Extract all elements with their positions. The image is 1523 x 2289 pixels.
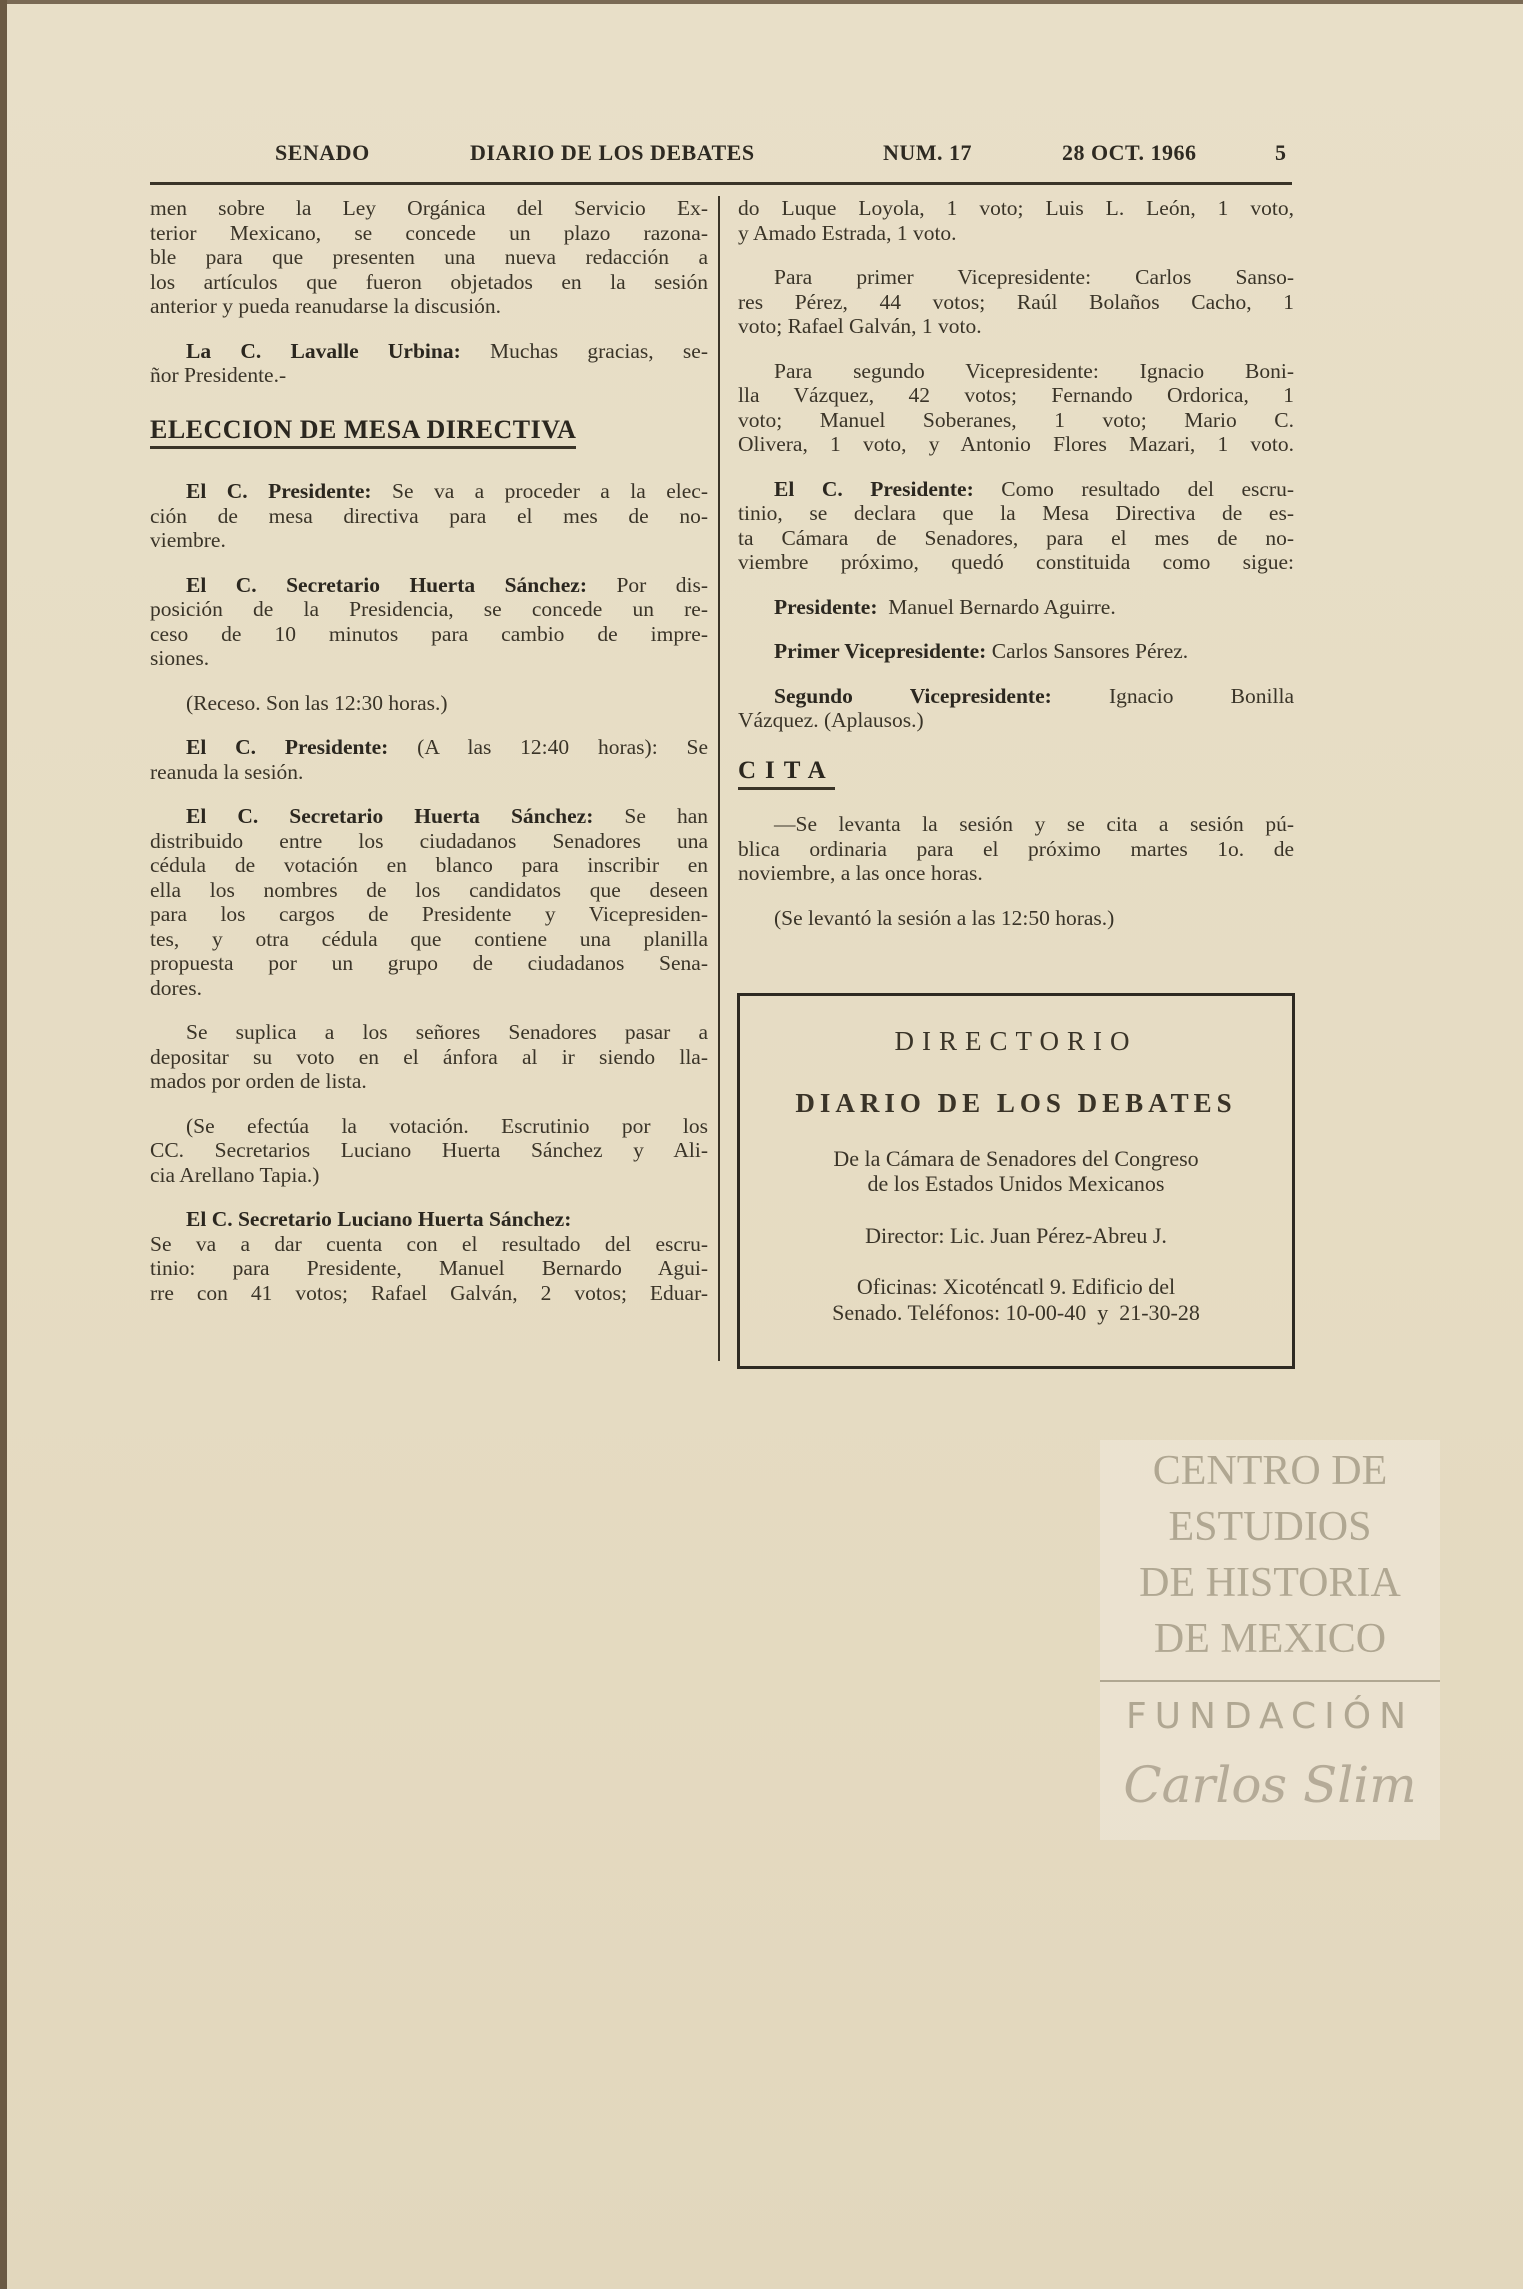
paragraph xyxy=(738,639,1294,664)
line-text: depositar su voto en el ánfora al ir siendo lla- xyxy=(150,1044,708,1069)
line-text: tinio: para Presidente, Manuel Bernardo Agui- xyxy=(150,1256,708,1280)
text-line xyxy=(738,708,1294,733)
watermark-divider xyxy=(1100,1680,1440,1682)
text-line xyxy=(150,363,708,388)
line-text: Como resultado del escru- xyxy=(973,476,1294,501)
text-line xyxy=(738,501,1294,526)
line-text: do Luque Loyola, 1 voto; Luis L. León, 1 voto, xyxy=(738,196,1294,220)
text-line xyxy=(150,196,708,221)
line-text: men sobre la Ley Orgánica del Servicio Ex- xyxy=(150,196,708,220)
line-text: Por dis- xyxy=(587,572,709,597)
paragraph xyxy=(150,804,708,1000)
watermark-signature-logo: Carlos Slim xyxy=(1123,1756,1417,1814)
line-text: viembre próximo, quedó constituida como sigue: xyxy=(738,550,1294,574)
text-line xyxy=(738,408,1294,433)
text-line xyxy=(738,595,1294,620)
line-text: (Receso. Son las 12:30 horas.) xyxy=(186,690,448,715)
line-text: Olivera, 1 voto, y Antonio Flores Mazari, 1 voto. xyxy=(738,432,1294,456)
text-line xyxy=(150,270,708,295)
line-text: viembre. xyxy=(150,528,226,552)
directory-subtitle-line: De la Cámara de Senadores del Congreso xyxy=(833,1146,1199,1171)
line-text: ble para que presenten una nueva redacción a xyxy=(150,245,708,269)
text-line xyxy=(150,245,708,270)
text-line xyxy=(150,853,708,878)
speaker-label: El C. Secretario Luciano Huerta Sánchez: xyxy=(186,1207,572,1231)
paragraph xyxy=(150,1020,708,1094)
line-text: (Se levantó la sesión a las 12:50 horas.) xyxy=(774,905,1115,930)
line-text: dores. xyxy=(150,975,202,1000)
line-text: cia Arellano Tapia.) xyxy=(150,1162,320,1187)
paragraph xyxy=(738,359,1294,457)
line-text: Vázquez. (Aplausos.) xyxy=(738,708,924,732)
header-rule xyxy=(150,182,1292,185)
left-column xyxy=(150,196,708,1325)
directory-subtitle xyxy=(740,1146,1292,1196)
paragraph xyxy=(738,196,1294,245)
watermark-line-3: DE HISTORIA xyxy=(1139,1560,1401,1606)
line-text: siones. xyxy=(150,646,210,670)
paragraph xyxy=(738,906,1294,931)
text-line xyxy=(150,951,708,976)
watermark-line-4: DE MEXICO xyxy=(1153,1616,1387,1662)
line-text: Manuel Bernardo Aguirre. xyxy=(877,594,1116,619)
page-left-edge xyxy=(0,0,7,2289)
line-text: (A las 12:40 horas): Se xyxy=(388,735,708,759)
watermark-line-2: ESTUDIOS xyxy=(1168,1504,1372,1550)
line-text: tinio, se declara que la Mesa Directiva de es- xyxy=(738,501,1294,525)
text-line xyxy=(150,1256,708,1281)
text-line xyxy=(150,294,708,319)
watermark xyxy=(1100,1440,1440,1840)
paragraph xyxy=(150,1114,708,1188)
directory-box xyxy=(737,993,1295,1369)
paragraph xyxy=(150,1207,708,1305)
speaker-label: El C. Presidente: xyxy=(186,479,372,503)
paragraph xyxy=(150,735,708,784)
line-text: Ignacio Bonilla xyxy=(1051,683,1294,708)
paragraph xyxy=(738,477,1294,575)
text-line xyxy=(150,504,708,529)
watermark-foundation: FUNDACIÓN xyxy=(1125,1696,1415,1737)
line-text: los artículos que fueron objetados en la sesión xyxy=(150,269,708,294)
line-text: (Se efectúa la votación. Escrutinio por los xyxy=(186,1113,708,1138)
paragraph xyxy=(150,691,708,716)
line-text: y Amado Estrada, 1 voto. xyxy=(738,220,957,245)
text-line xyxy=(150,1020,708,1045)
line-text: Carlos Sansores Pérez. xyxy=(986,639,1189,663)
speaker-label: El C. Secretario Huerta Sánchez: xyxy=(186,804,594,828)
text-line xyxy=(150,221,708,246)
text-line xyxy=(150,976,708,1001)
header-publication: DIARIO DE LOS DEBATES xyxy=(470,140,755,165)
paragraph xyxy=(738,684,1294,733)
text-line xyxy=(150,1163,708,1188)
header-chamber: SENADO xyxy=(275,140,370,165)
line-text: CC. Secretarios Luciano Huerta Sánchez y Ali- xyxy=(150,1138,708,1162)
directory-director: Director: Lic. Juan Pérez-Abreu J. xyxy=(865,1223,1167,1248)
text-line xyxy=(738,314,1294,339)
text-line xyxy=(738,837,1294,862)
line-text: noviembre, a las once horas. xyxy=(738,861,983,885)
line-text: anterior y pueda reanudarse la discusión. xyxy=(150,294,502,318)
line-text: ñor Presidente.- xyxy=(150,363,287,387)
text-line xyxy=(738,432,1294,457)
text-line xyxy=(150,528,708,553)
line-text: voto; Manuel Soberanes, 1 voto; Mario C. xyxy=(738,407,1294,432)
speaker-label: El C. Presidente: xyxy=(186,735,389,759)
speaker-label: Presidente: xyxy=(774,594,878,619)
paragraph xyxy=(150,479,708,553)
text-line xyxy=(150,597,708,622)
text-line xyxy=(150,691,708,716)
directory-offices xyxy=(740,1274,1292,1326)
header-page-number: 5 xyxy=(1275,140,1287,165)
directory-offices-line: Oficinas: Xicoténcatl 9. Edificio del xyxy=(856,1274,1176,1299)
page-top-edge xyxy=(0,0,1523,4)
text-line xyxy=(150,927,708,952)
paragraph xyxy=(738,812,1294,886)
line-text: propuesta por un grupo de ciudadanos Sena- xyxy=(150,951,708,975)
line-text: cédula de votación en blanco para inscribir en xyxy=(150,853,708,877)
header-date: 28 OCT. 1966 xyxy=(1062,140,1197,165)
line-text: mados por orden de lista. xyxy=(150,1069,367,1093)
line-text: Se va a proceder a la elec- xyxy=(371,479,708,503)
line-text: Se va a dar cuenta con el resultado del escru- xyxy=(150,1231,708,1256)
text-line xyxy=(150,1138,708,1163)
line-text: para los cargos de Presidente y Vicepresiden- xyxy=(150,902,708,926)
text-line xyxy=(738,359,1294,384)
text-line xyxy=(738,639,1294,664)
text-line xyxy=(150,339,708,364)
line-text: posición de la Presidencia, se concede un re- xyxy=(150,597,708,621)
column-divider xyxy=(718,196,720,1361)
paragraph xyxy=(150,339,708,388)
directory-offices-line: Senado. Teléfonos: 10-00-40 y 21-30-28 xyxy=(832,1300,1200,1325)
paragraph xyxy=(150,573,708,671)
line-text: —Se levanta la sesión y se cita a sesión pú- xyxy=(774,812,1294,836)
line-text: terior Mexicano, se concede un plazo razona- xyxy=(150,220,708,245)
line-text: tes, y otra cédula que contiene una planilla xyxy=(150,926,708,951)
line-text: blica ordinaria para el próximo martes 1o. de xyxy=(738,836,1294,861)
text-line xyxy=(150,1207,708,1232)
text-line xyxy=(150,804,708,829)
paragraph xyxy=(738,595,1294,620)
speaker-label: El C. Presidente: xyxy=(774,476,974,501)
text-line xyxy=(150,735,708,760)
line-text: voto; Rafael Galván, 1 voto. xyxy=(738,314,982,338)
text-line xyxy=(738,196,1294,221)
text-line xyxy=(150,902,708,927)
line-text: Para primer Vicepresidente: Carlos Sanso- xyxy=(774,265,1294,289)
line-text: ceso de 10 minutos para cambio de impre- xyxy=(150,621,708,646)
text-line xyxy=(150,1114,708,1139)
speaker-label: El C. Secretario Huerta Sánchez: xyxy=(186,572,587,597)
line-text: ta Cámara de Senadores, para el mes de no- xyxy=(738,525,1294,550)
right-column xyxy=(738,196,1294,950)
paragraph xyxy=(738,265,1294,339)
text-line xyxy=(738,526,1294,551)
text-line xyxy=(150,878,708,903)
line-text: ella los nombres de los candidatos que deseen xyxy=(150,877,708,902)
text-line xyxy=(738,550,1294,575)
header-number: NUM. 17 xyxy=(883,140,973,165)
text-line xyxy=(150,479,708,504)
text-line xyxy=(150,1069,708,1094)
text-line xyxy=(150,760,708,785)
speaker-label: Primer Vicepresidente: xyxy=(774,639,987,663)
directory-title: DIRECTORIO xyxy=(894,1026,1138,1056)
paragraph xyxy=(150,196,708,319)
text-line xyxy=(738,221,1294,246)
line-text: res Pérez, 44 votos; Raúl Bolaños Cacho, 1 xyxy=(738,289,1294,314)
text-line xyxy=(738,861,1294,886)
text-line xyxy=(150,646,708,671)
text-line xyxy=(150,1045,708,1070)
line-text: lla Vázquez, 42 votos; Fernando Ordorica, 1 xyxy=(738,383,1294,407)
text-line xyxy=(738,684,1294,709)
text-line xyxy=(738,290,1294,315)
text-line xyxy=(150,1281,708,1306)
line-text: rre con 41 votos; Rafael Galván, 2 votos; Eduar- xyxy=(150,1280,708,1305)
directory-publication: DIARIO DE LOS DEBATES xyxy=(795,1088,1237,1118)
text-line xyxy=(150,622,708,647)
text-line xyxy=(738,477,1294,502)
speaker-label: Segundo Vicepresidente: xyxy=(774,683,1052,708)
section-heading: CITA xyxy=(738,759,835,791)
text-line xyxy=(150,829,708,854)
text-line xyxy=(738,265,1294,290)
text-line xyxy=(150,1232,708,1257)
text-line xyxy=(738,812,1294,837)
directory-subtitle-line: de los Estados Unidos Mexicanos xyxy=(867,1171,1165,1196)
line-text: distribuido entre los ciudadanos Senadores una xyxy=(150,828,708,853)
text-line xyxy=(150,573,708,598)
line-text: Se han xyxy=(593,804,708,828)
line-text: Para segundo Vicepresidente: Ignacio Boni- xyxy=(774,358,1294,383)
text-line xyxy=(738,383,1294,408)
line-text: reanuda la sesión. xyxy=(150,759,304,784)
text-line xyxy=(738,906,1294,931)
line-text: ción de mesa directiva para el mes de no- xyxy=(150,503,708,528)
line-text: Muchas gracias, se- xyxy=(460,338,708,363)
watermark-line-1: CENTRO DE xyxy=(1152,1448,1388,1494)
section-heading: ELECCION DE MESA DIRECTIVA xyxy=(150,418,576,450)
speaker-label: La C. Lavalle Urbina: xyxy=(186,338,461,363)
line-text: Se suplica a los señores Senadores pasar a xyxy=(186,1020,708,1044)
